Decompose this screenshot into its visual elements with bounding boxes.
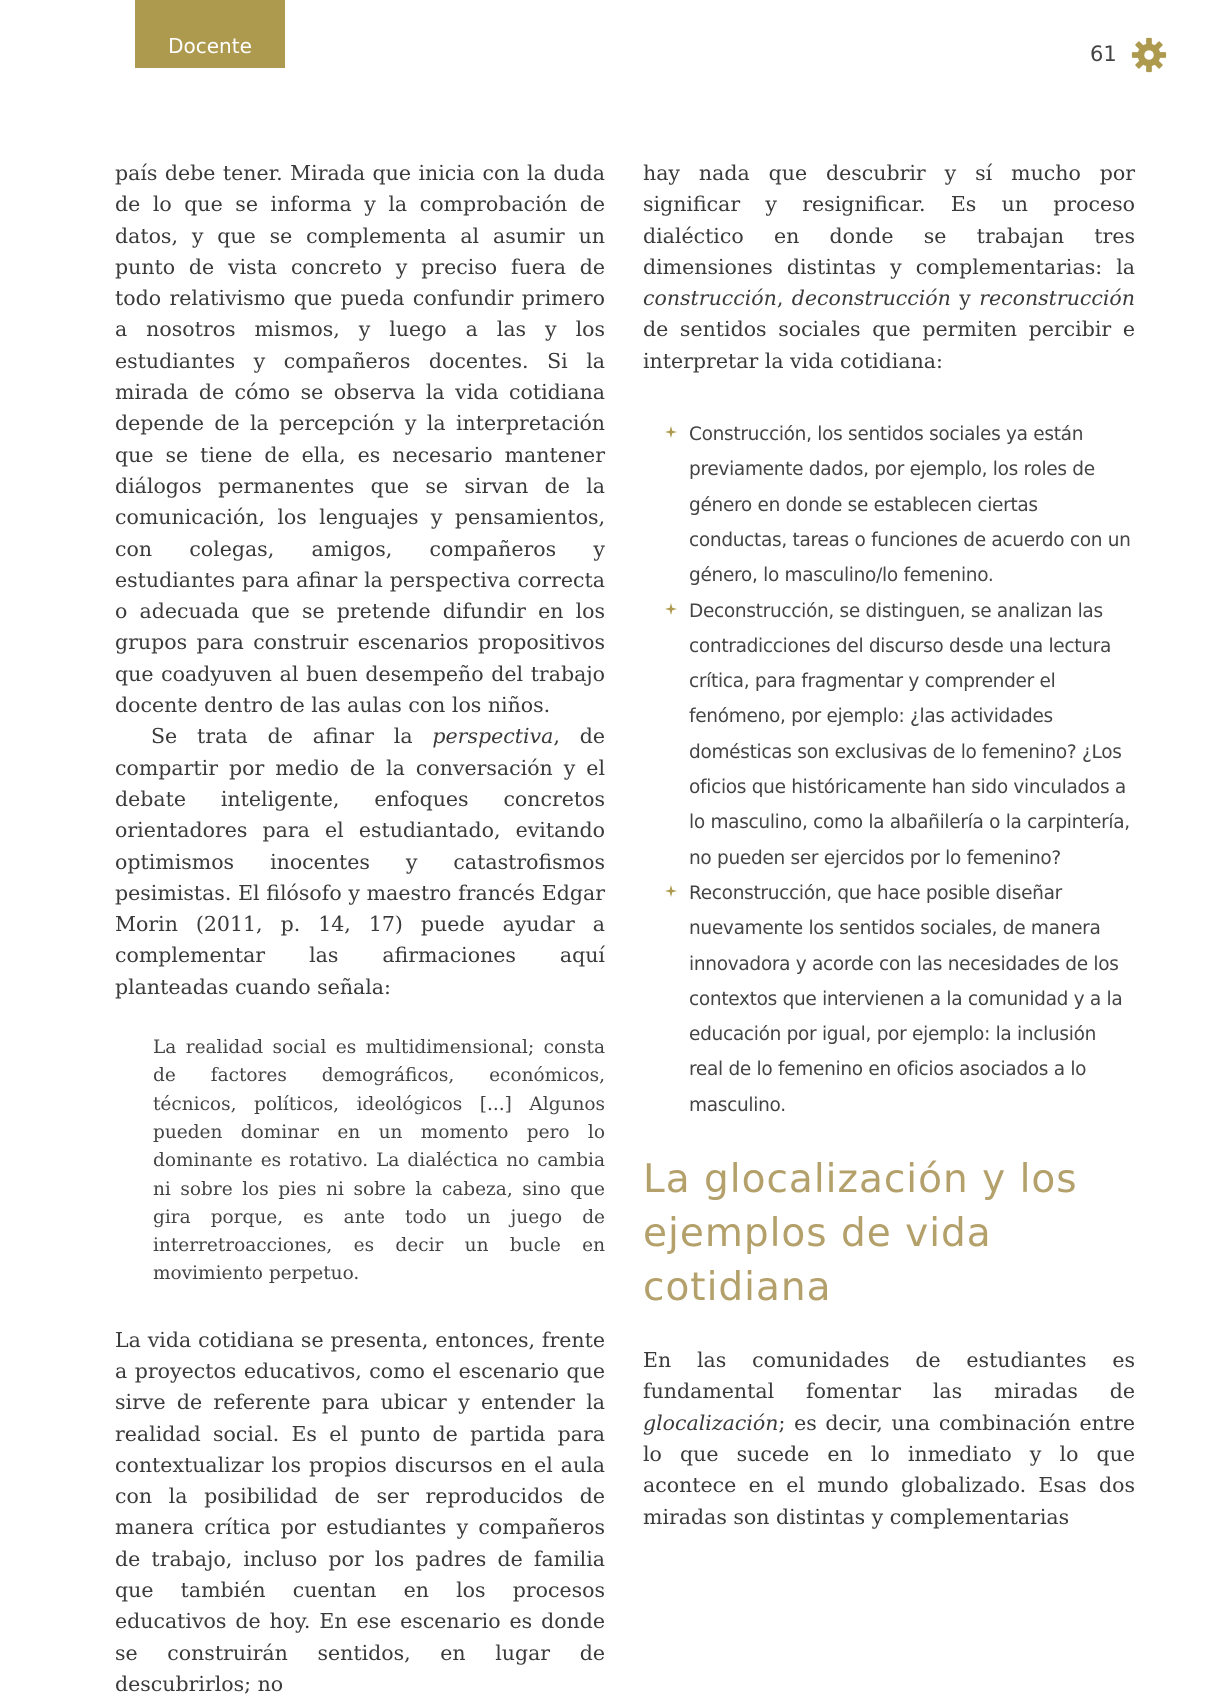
- list-item-text: Deconstrucción, se distinguen, se analizan las contradicciones del discurso desde una lectura crítica, para fragmentar y comprender el fenómeno, por ejemplo: ¿las actividades domésticas son exclusivas de lo femenino? ¿Los oficios que históricamente han sido vinculados a lo masculino, como la albañilería o la carpintería, no pueden ser ejercidos por lo femenino?: [689, 600, 1130, 869]
- gear-icon: [1130, 36, 1168, 74]
- paragraph-text: , de compartir por medio de la conversación y el debate inteligente, enfoques concretos orientadores para el estudiantado, evitando optimismos inocentes y catastrofismos pesimistas. El filósofo y maestro francés Edgar Morin (2011, p. 14, 17) puede ayudar a complementar las afirmaciones aquí planteadas cuando señala:: [115, 724, 605, 999]
- emphasis-text: glocalización: [643, 1410, 779, 1435]
- bullet-list: [643, 417, 1135, 1123]
- body-paragraph: país debe tener. Mirada que inicia con la duda de lo que se informa y la comprobación de datos, y que se complementa al asumir un punto de vista concreto y preciso fuera de todo relativismo que pueda confundir primero a nosotros mismos, y luego a las y los estudiantes y compañeros docentes. Si la mirada de cómo se observa la vida cotidiana depende de la percepción y la interpretación que se tiene de ella, es necesario mantener diálogos permanentes que se sirvan de la comunicación, los lenguajes y pensamientos, con colegas, amigos, compañeros y estudiantes para afinar la perspectiva correcta o adecuada que se pretende difundir en los grupos para construir escenarios propositivos que coadyuven al buen desempeño del trabajo docente dentro de las aulas con los niños.: [115, 161, 605, 718]
- section-tab: [135, 0, 285, 68]
- left-column: [115, 158, 605, 1700]
- body-paragraph: [643, 1345, 1135, 1533]
- plus-bullet-icon: [665, 426, 677, 438]
- section-heading: La glocalización y los ejemplos de vida cotidiana: [643, 1157, 1078, 1311]
- emphasis-text: deconstrucción: [791, 286, 951, 311]
- paragraph-text: ; es decir, una combinación entre lo que sucede en lo inmediato y lo que acontece en el mundo globalizado. Esas dos miradas son distintas y complementarias: [643, 1410, 1135, 1529]
- body-paragraph: [643, 158, 1135, 377]
- list-item: [689, 417, 1135, 593]
- list-item: [689, 876, 1135, 1123]
- section-label: Docente: [168, 34, 252, 58]
- separator-text: ,: [776, 286, 792, 311]
- paragraph-text: En las comunidades de estudiantes es fundamental fomentar las miradas de: [643, 1348, 1135, 1404]
- body-paragraph: La vida cotidiana se presenta, entonces, frente a proyectos educativos, como el escenario que sirve de referente para ubicar y entender la realidad social. Es el punto de partida para contextualizar los propios discursos en el aula con la posibilidad de ser reproducidos de manera crítica por estudiantes y compañeros de trabajo, incluso por los padres de familia que también cuentan en los procesos educativos de hoy. En ese escenario es donde se construirán sentidos, en lugar de descubrirlos; no: [115, 1327, 605, 1696]
- list-item-text: Reconstrucción, que hace posible diseñar nuevamente los sentidos sociales, de manera innovadora y acorde con las necesidades de los contextos que intervienen a la comunidad y a la educación por igual, por ejemplo: la inclusión real de lo femenino en oficios asociados a lo masculino.: [689, 882, 1123, 1116]
- plus-bullet-icon: [665, 885, 677, 897]
- paragraph-text: de sentidos sociales que permiten percibir e interpretar la vida cotidiana:: [643, 317, 1135, 373]
- plus-bullet-icon: [665, 603, 677, 615]
- emphasis-text: perspectiva: [432, 724, 554, 749]
- right-column: [643, 158, 1135, 1533]
- paragraph-text: hay nada que descubrir y sí mucho por significar y resignificar. Es un proceso dialéctico en donde se trabajan tres dimensiones distintas y complementarias: la: [643, 161, 1135, 279]
- block-quote: La realidad social es multidimensional; consta de factores demográficos, económicos, técnicos, políticos, ideológicos [...] Algunos pueden dominar en un momento pero lo dominante es rotativo. La dialéctica no cambia ni sobre los pies ni sobre la cabeza, sino que gira porque, es ante todo un juego de interretroacciones, es decir un bucle en movimiento perpetuo.: [153, 1037, 605, 1285]
- paragraph-text: Se trata de afinar la: [151, 724, 433, 749]
- separator-text: y: [950, 286, 980, 311]
- list-item: [689, 594, 1135, 876]
- page-number: 61: [1090, 42, 1117, 66]
- body-paragraph: [115, 721, 605, 1003]
- emphasis-text: construcción: [643, 286, 777, 311]
- emphasis-text: reconstrucción: [979, 286, 1135, 311]
- list-item-text: Construcción, los sentidos sociales ya están previamente dados, por ejemplo, los roles de género en donde se establecen ciertas conductas, tareas o funciones de acuerdo con un género, lo masculino/lo femenino.: [689, 424, 1131, 587]
